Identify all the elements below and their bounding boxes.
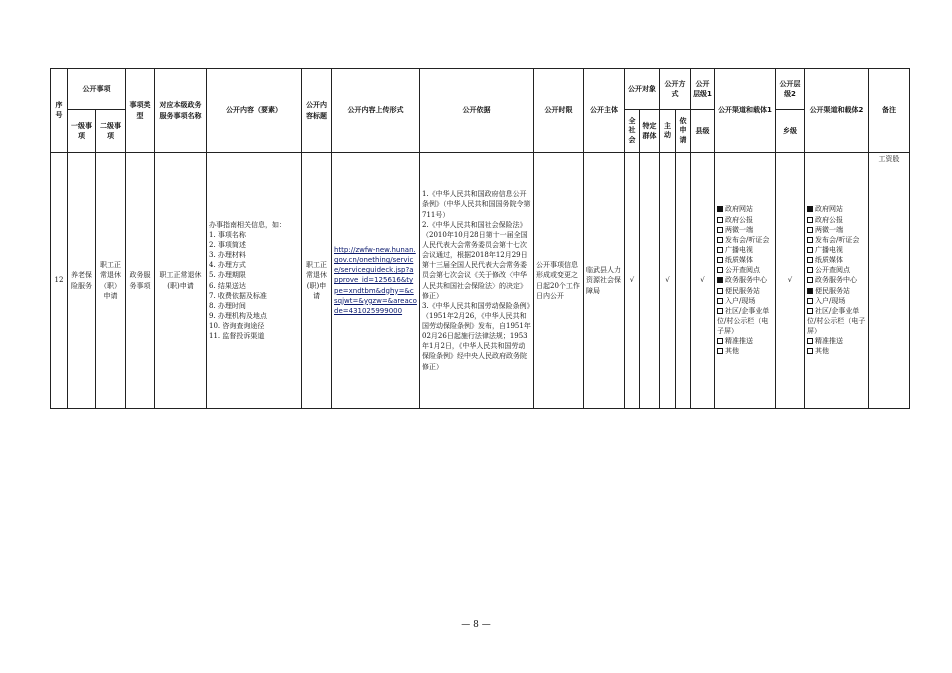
- cell-method-active: √: [660, 153, 676, 409]
- header-method: 公开方式: [660, 69, 691, 110]
- unchecked-box-icon: [807, 217, 813, 223]
- channel-option-label: 政务服务中心: [815, 276, 857, 285]
- cell-time-limit: 公开事项信息形成或变更之日起20个工作日内公开: [534, 153, 584, 409]
- channel-option: [717, 215, 773, 225]
- channel-option: [717, 346, 773, 356]
- unchecked-box-icon: [807, 348, 813, 354]
- cell-level1-county: √: [691, 153, 715, 409]
- channel-option: [807, 336, 866, 346]
- checked-box-icon: [807, 206, 813, 212]
- channel-option-label: 精准推送: [725, 337, 753, 346]
- content-item: 8. 办理时间: [209, 301, 246, 310]
- channel-option: [807, 225, 866, 235]
- content-intro: 办事指南相关信息，如：: [209, 220, 286, 229]
- cell-seq: 12: [51, 153, 68, 409]
- unchecked-box-icon: [717, 247, 723, 253]
- channel-option: [717, 235, 773, 245]
- unchecked-box-icon: [717, 288, 723, 294]
- cell-service-name: 职工正常退休(职)申请: [155, 153, 207, 409]
- channel-option-label: 两微一端: [725, 225, 753, 234]
- channel-option-label: 精准推送: [815, 337, 843, 346]
- channel-option: [807, 346, 866, 356]
- unchecked-box-icon: [807, 227, 813, 233]
- unchecked-box-icon: [807, 277, 813, 283]
- channel-option-label: 入户/现场: [815, 296, 846, 305]
- content-item: 11. 监督投诉渠道: [209, 332, 265, 341]
- cell-subject: 临武县人力资源社会保障局: [584, 153, 625, 409]
- checked-box-icon: [717, 277, 723, 283]
- channel-option: [717, 286, 773, 296]
- cell-method-request: [676, 153, 691, 409]
- channel2-list: [807, 204, 866, 356]
- unchecked-box-icon: [807, 298, 813, 304]
- channel-option-label: 社区/企事业单位/村公示栏（电子屏）: [717, 306, 770, 336]
- channel-option-label: 便民服务站: [725, 286, 760, 295]
- cell-item-l1: 养老保险服务: [68, 153, 96, 409]
- content-list: [209, 230, 299, 342]
- header-channel2: 公开渠道和载体2: [805, 69, 869, 153]
- table-row: [51, 153, 910, 409]
- cell-content-title: 职工正常退休(职)申请: [302, 153, 332, 409]
- channel-option: [807, 265, 866, 275]
- header-basis: 公开依据: [420, 69, 534, 153]
- unchecked-box-icon: [717, 338, 723, 344]
- unchecked-box-icon: [807, 247, 813, 253]
- content-item: 10. 咨询查询途径: [209, 322, 265, 331]
- channel-option-label: 两微一端: [815, 225, 843, 234]
- channel-option-label: 广播电视: [815, 246, 843, 254]
- header-seq: 序号: [51, 69, 68, 153]
- content-item: 2. 事项简述: [209, 240, 246, 249]
- header-note: 备注: [869, 69, 910, 153]
- channel-option: [807, 286, 866, 296]
- upload-link[interactable]: http://zwfw-new.hunan.gov.cn/onething/service/serviceguideck.jsp?approve_id=125616&type=xndtbm&dghy=&csqjwt=&ygzw=&areacode=431025999000: [334, 246, 417, 315]
- header-channel1: 公开渠道和载体1: [715, 69, 776, 153]
- channel-option-label: 公开查阅点: [815, 266, 850, 275]
- unchecked-box-icon: [717, 267, 723, 273]
- header-target-all: 全社会: [625, 110, 640, 153]
- channel-option-label: 发布会/听证会: [815, 235, 860, 244]
- channel-option-label: 便民服务站: [815, 286, 850, 295]
- header-item-l2: 二级事项: [96, 110, 126, 153]
- channel-option: [807, 306, 866, 336]
- cell-basis: [420, 153, 534, 409]
- unchecked-box-icon: [717, 298, 723, 304]
- channel-option: [717, 296, 773, 306]
- cell-target-all: √: [625, 153, 640, 409]
- channel-option: [717, 255, 773, 265]
- header-content-title: 公开内容标题: [302, 69, 332, 153]
- cell-note: 工资股: [869, 153, 910, 409]
- header-item-l1: 一级事项: [68, 110, 96, 153]
- unchecked-box-icon: [807, 308, 813, 314]
- unchecked-box-icon: [807, 237, 813, 243]
- cell-item-l2: 职工正常退休（职）申请: [96, 153, 126, 409]
- header-target-specific: 特定群体: [640, 110, 660, 153]
- unchecked-box-icon: [717, 257, 723, 263]
- unchecked-box-icon: [807, 257, 813, 263]
- header-subject: 公开主体: [584, 69, 625, 153]
- unchecked-box-icon: [717, 217, 723, 223]
- channel-option-label: 其他: [815, 347, 829, 356]
- content-item: 4. 办理方式: [209, 261, 246, 270]
- cell-type: 政务服务事项: [126, 153, 155, 409]
- channel-option: [717, 336, 773, 346]
- channel-option-label: 社区/企事业单位/村公示栏（电子屏）: [807, 306, 866, 336]
- content-item: 5. 办理期限: [209, 271, 246, 280]
- content-item: 3. 办理材料: [209, 251, 246, 260]
- channel-option: [807, 275, 866, 285]
- content-item: 9. 办理机构及地点: [209, 311, 267, 320]
- channel-option: [717, 225, 773, 235]
- unchecked-box-icon: [717, 237, 723, 243]
- channel-option: [807, 296, 866, 306]
- checked-box-icon: [807, 288, 813, 294]
- content-item: 7. 收费依据及标准: [209, 291, 267, 300]
- cell-channel1: [715, 153, 776, 409]
- header-level2: 公开层级2: [776, 69, 805, 110]
- header-upload-form: 公开内容上传形式: [332, 69, 420, 153]
- channel-option-label: 政府网站: [725, 205, 753, 214]
- channel-option: [807, 255, 866, 265]
- unchecked-box-icon: [717, 308, 723, 314]
- channel-option-label: 发布会/听证会: [725, 235, 770, 244]
- content-item: 1. 事项名称: [209, 230, 246, 239]
- header-type: 事项类型: [126, 69, 155, 153]
- channel-option-label: 政府公报: [815, 215, 843, 224]
- channel-option-label: 政府公报: [725, 215, 753, 224]
- channel-option: [807, 235, 866, 245]
- header-content: 公开内容（要素）: [207, 69, 302, 153]
- channel-option-label: 纸质媒体: [815, 256, 843, 265]
- header-target: 公开对象: [625, 69, 660, 110]
- channel-option: [717, 275, 773, 285]
- channel-option: [807, 215, 866, 225]
- header-method-request: 依申请: [676, 110, 691, 153]
- channel-option-label: 广播电视: [725, 246, 753, 254]
- basis-text: 1.《中华人民共和国政府信息公开条例》（中华人民共和国国务院令第711号） 2.《中华人民共和国社会保险法》（2010年10月28日第十一届全国人民代表大会常务委员会第十七次会议通过，根据2018年12月29日第十三届全国人民代表大会常务委员会第七次会议《关于修改〈中华人民共和国社会保险法〉的决定》修正） 3.《中华人民共和国劳动保险条例》（1951年2月26，《中华人民共和国劳动保险条例》发布，自1951年02月26日起施行法律法规；1953年1月2日，《中华人民共和国劳动保险条例》经中央人民政府政务院修正）: [422, 190, 531, 371]
- channel-option-label: 政务服务中心: [725, 276, 767, 285]
- channel1-list: [717, 204, 773, 356]
- header-level1: 公开层级1: [691, 69, 715, 110]
- channel-option: [717, 245, 773, 255]
- checked-box-icon: [717, 206, 723, 212]
- header-time-limit: 公开时限: [534, 69, 584, 153]
- channel-option: [717, 204, 773, 214]
- channel-option: [807, 204, 866, 214]
- unchecked-box-icon: [807, 338, 813, 344]
- unchecked-box-icon: [807, 267, 813, 273]
- header-level1-county: 县级: [691, 110, 715, 153]
- unchecked-box-icon: [717, 227, 723, 233]
- channel-option: [807, 245, 866, 255]
- channel-option: [717, 265, 773, 275]
- channel-option-label: 其他: [725, 347, 739, 356]
- channel-option: [717, 306, 773, 336]
- header-service-name: 对应本级政务服务事项名称: [155, 69, 207, 153]
- header-level2-town: 乡级: [776, 110, 805, 153]
- header-item: 公开事项: [68, 69, 126, 110]
- channel-option-label: 政府网站: [815, 205, 843, 214]
- unchecked-box-icon: [717, 348, 723, 354]
- channel-option-label: 纸质媒体: [725, 256, 753, 265]
- cell-content: [207, 153, 302, 409]
- cell-target-specific: [640, 153, 660, 409]
- channel-option-label: 入户/现场: [725, 296, 756, 305]
- cell-level2-town: √: [776, 153, 805, 409]
- channel-option-label: 公开查阅点: [725, 266, 760, 275]
- disclosure-table: [50, 68, 910, 409]
- cell-channel2: [805, 153, 869, 409]
- content-item: 6. 结果送达: [209, 281, 246, 290]
- header-method-active: 主动: [660, 110, 676, 153]
- page-number: — 8 —: [461, 620, 491, 630]
- cell-upload-form: [332, 153, 420, 409]
